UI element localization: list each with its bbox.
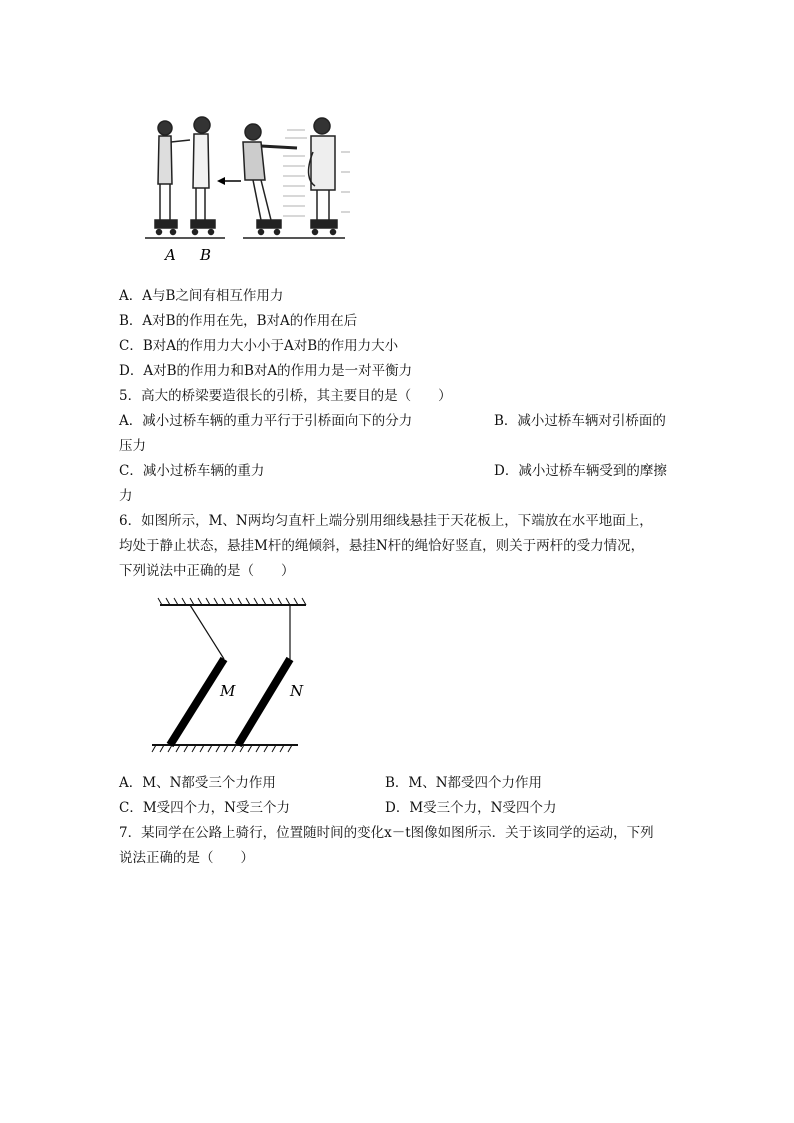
q6-option-b: B．M、N都受四个力作用: [385, 775, 543, 791]
q6-option-c: C．M受四个力，N受三个力: [119, 800, 290, 816]
rods-figure: [150, 595, 310, 755]
q6-option-d: D．M受三个力，N受四个力: [385, 800, 557, 816]
ceiling: [158, 598, 306, 605]
rod-m: [170, 659, 224, 745]
skater-a: [155, 121, 190, 235]
q7-stem-line2: 说法正确的是（ ）: [119, 850, 254, 866]
q5-option-b-cont: 压力: [119, 438, 146, 454]
q4-option-c: C．B对A的作用力大小小于A对B的作用力大小: [119, 338, 399, 354]
q5-option-a: A．减小过桥车辆的重力平行于引桥面向下的分力: [119, 413, 413, 429]
rope-m: [190, 605, 224, 659]
skaters-figure: [145, 112, 350, 267]
rod-n: [238, 659, 290, 745]
label-b: B: [200, 246, 212, 264]
q4-option-b: B．A对B的作用在先，B对A的作用在后: [119, 313, 358, 329]
label-n: N: [290, 682, 304, 700]
skater-b-after: [309, 118, 337, 235]
q5-option-b: B．减小过桥车辆对引桥面的: [494, 413, 666, 429]
q6-stem-line2: 均处于静止状态，悬挂M杆的绳倾斜，悬挂N杆的绳恰好竖直，则关于两杆的受力情况，: [119, 538, 645, 554]
q5-option-c: C．减小过桥车辆的重力: [119, 463, 265, 479]
q5-option-d: D．减小过桥车辆受到的摩擦: [494, 463, 667, 479]
label-a: A: [165, 246, 176, 264]
q6-option-a: A．M、N都受三个力作用: [119, 775, 276, 791]
q7-stem-line1: 7．某同学在公路上骑行，位置随时间的变化x－t图像如图所示．关于该同学的运动，下列: [119, 825, 654, 841]
label-m: M: [220, 682, 236, 700]
q6-stem-line3: 下列说法中正确的是（ ）: [119, 563, 295, 579]
left-arrow-icon: [217, 177, 241, 185]
q5-stem: 5．高大的桥梁要造很长的引桥，其主要目的是（ ）: [119, 388, 452, 404]
q4-option-d: D．A对B的作用力和B对A的作用力是一对平衡力: [119, 363, 413, 379]
skater-b: [191, 117, 215, 235]
skater-a-after: [243, 124, 297, 235]
q5-option-d-cont: 力: [119, 488, 133, 504]
q4-option-a: A．A与B之间有相互作用力: [119, 288, 284, 304]
q6-stem-line1: 6．如图所示，M、N两均匀直杆上端分别用细线悬挂于天花板上，下端放在水平地面上，: [119, 513, 653, 529]
